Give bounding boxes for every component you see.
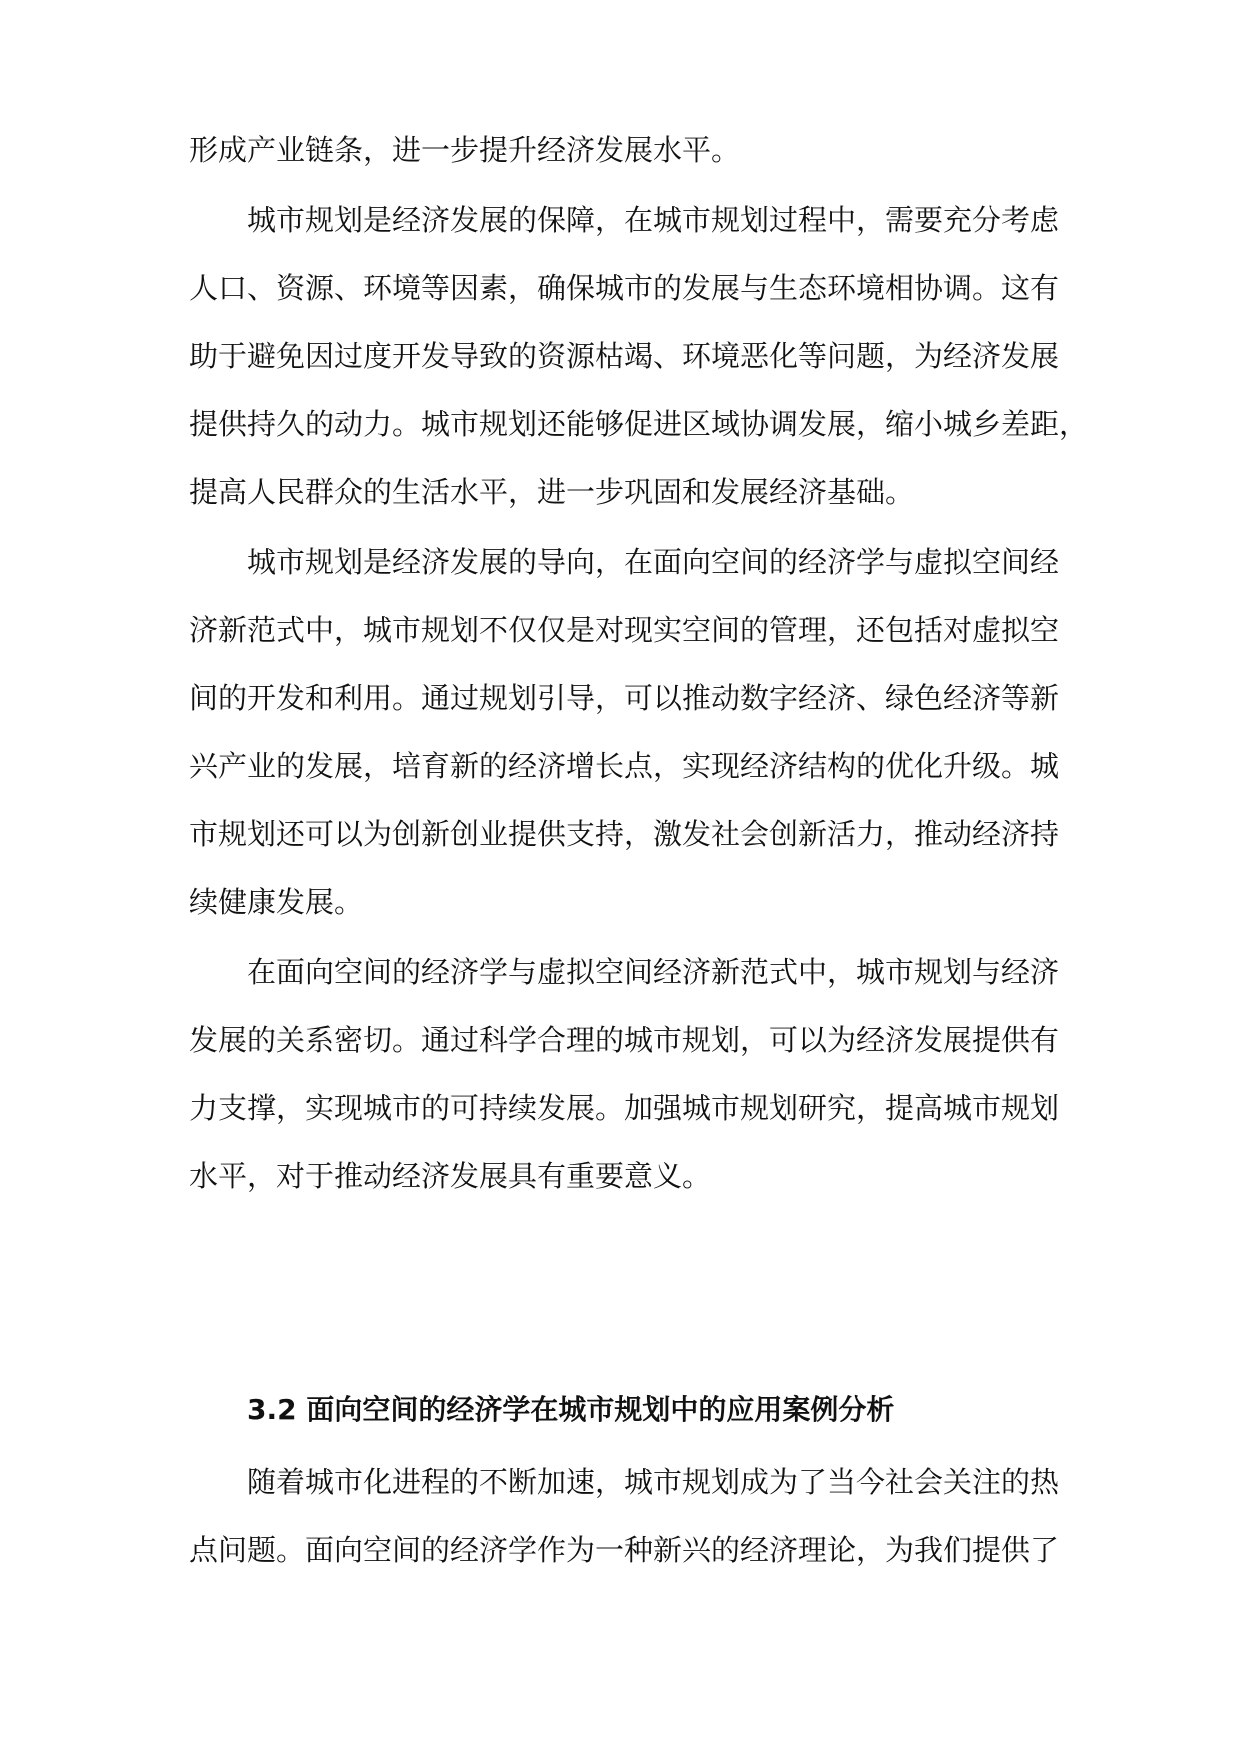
paragraph-3-line-6: 续健康发展。 bbox=[189, 885, 364, 919]
paragraph-4-line-3: 力支撑，实现城市的可持续发展。加强城市规划研究，提高城市规划 bbox=[189, 1091, 1060, 1125]
paragraph-4-line-1: 在面向空间的经济学与虚拟空间经济新范式中，城市规划与经济 bbox=[247, 955, 1060, 989]
paragraph-3-line-2: 济新范式中，城市规划不仅仅是对现实空间的管理，还包括对虚拟空 bbox=[189, 613, 1060, 647]
paragraph-3-line-5: 市规划还可以为创新创业提供支持，激发社会创新活力，推动经济持 bbox=[189, 817, 1060, 851]
section-heading: 3.2 面向空间的经济学在城市规划中的应用案例分析 bbox=[247, 1393, 895, 1426]
paragraph-5-line-2: 点问题。面向空间的经济学作为一种新兴的经济理论，为我们提供了 bbox=[189, 1533, 1060, 1567]
paragraph-2-line-3: 助于避免因过度开发导致的资源枯竭、环境恶化等问题，为经济发展 bbox=[189, 339, 1060, 373]
paragraph-4-line-4: 水平，对于推动经济发展具有重要意义。 bbox=[189, 1159, 712, 1193]
paragraph-2-line-4: 提供持久的动力。城市规划还能够促进区域协调发展，缩小城乡差距， bbox=[189, 407, 1089, 441]
paragraph-1-line-1: 形成产业链条，进一步提升经济发展水平。 bbox=[189, 133, 741, 167]
paragraph-4-line-2: 发展的关系密切。通过科学合理的城市规划，可以为经济发展提供有 bbox=[189, 1023, 1060, 1057]
paragraph-2-line-5: 提高人民群众的生活水平，进一步巩固和发展经济基础。 bbox=[189, 475, 915, 509]
paragraph-3-line-4: 兴产业的发展，培育新的经济增长点，实现经济结构的优化升级。城 bbox=[189, 749, 1060, 783]
paragraph-2-line-1: 城市规划是经济发展的保障，在城市规划过程中，需要充分考虑 bbox=[247, 203, 1060, 237]
paragraph-5-line-1: 随着城市化进程的不断加速，城市规划成为了当今社会关注的热 bbox=[247, 1465, 1060, 1499]
paragraph-3-line-3: 间的开发和利用。通过规划引导，可以推动数字经济、绿色经济等新 bbox=[189, 681, 1060, 715]
paragraph-2-line-2: 人口、资源、环境等因素，确保城市的发展与生态环境相协调。这有 bbox=[189, 271, 1060, 305]
paragraph-3-line-1: 城市规划是经济发展的导向，在面向空间的经济学与虚拟空间经 bbox=[247, 545, 1060, 579]
